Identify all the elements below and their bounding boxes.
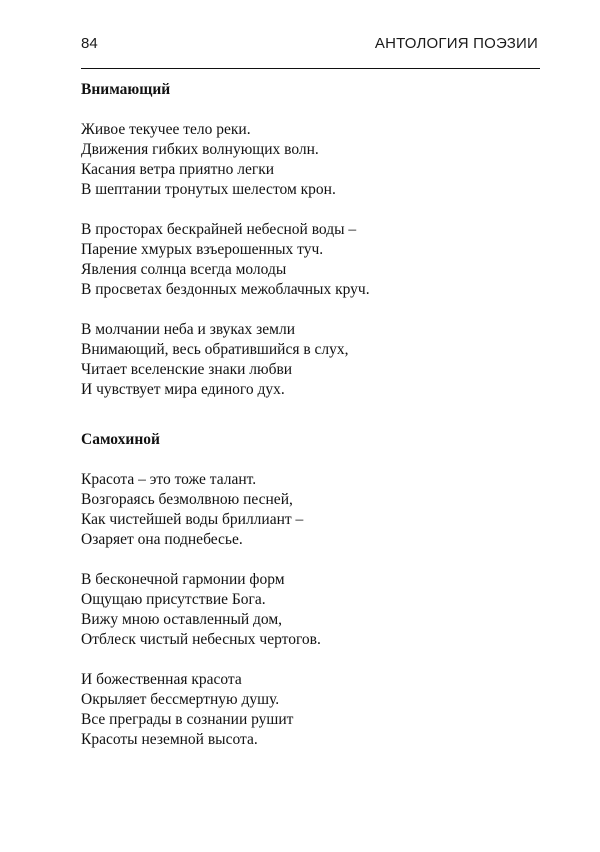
stanza xyxy=(81,320,541,400)
verse-line: Отблеск чистый небесных чертогов. xyxy=(81,631,321,648)
stanza xyxy=(81,120,541,200)
stanza xyxy=(81,670,541,750)
verse-line: Красоты неземной высота. xyxy=(81,731,258,748)
verse-line: Ощущаю присутствие Бога. xyxy=(81,591,266,608)
verse-line: Явления солнца всегда молоды xyxy=(81,261,287,278)
verse-line: И божественная красота xyxy=(81,671,242,688)
page-content xyxy=(81,80,541,750)
verse-line: Возгораясь безмолвною песней, xyxy=(81,491,293,508)
page-header xyxy=(81,35,538,59)
verse-line: Читает вселенские знаки любви xyxy=(81,361,293,378)
verse-line: Красота – это тоже талант. xyxy=(81,471,257,488)
verse-line: И чувствует мира единого дух. xyxy=(81,381,285,398)
verse-line: Озаряет она поднебесье. xyxy=(81,531,243,548)
verse-line: Окрыляет бессмертную душу. xyxy=(81,691,280,708)
verse-line: Движения гибких волнующих волн. xyxy=(81,141,319,158)
verse-line: В молчании неба и звуках земли xyxy=(81,321,296,338)
poem-title: Самохиной xyxy=(81,431,160,448)
verse-line: Вижу мною оставленный дом, xyxy=(81,611,283,628)
header-divider xyxy=(81,68,540,69)
verse-line: Парение хмурых взъерошенных туч. xyxy=(81,241,324,258)
stanza xyxy=(81,220,541,300)
verse-line: В просветах бездонных межоблачных круч. xyxy=(81,281,370,298)
verse-line: Живое текучее тело реки. xyxy=(81,121,251,138)
verse-line: В шептании тронутых шелестом крон. xyxy=(81,181,336,198)
verse-line: Внимающий, весь обратившийся в слух, xyxy=(81,341,349,358)
verse-line: Касания ветра приятно легки xyxy=(81,161,275,178)
poem-vnimayushchiy xyxy=(81,80,541,400)
running-title: АНТОЛОГИЯ ПОЭЗИИ xyxy=(374,35,538,52)
stanza xyxy=(81,470,541,550)
stanza xyxy=(81,570,541,650)
poem-title: Внимающий xyxy=(81,81,171,98)
poem-samokhinoy xyxy=(81,430,541,750)
verse-line: В просторах бескрайней небесной воды – xyxy=(81,221,357,238)
verse-line: В бесконечной гармонии форм xyxy=(81,571,285,588)
verse-line: Все преграды в сознании рушит xyxy=(81,711,294,728)
verse-line: Как чистейшей воды бриллиант – xyxy=(81,511,304,528)
page-number: 84 xyxy=(81,35,98,52)
